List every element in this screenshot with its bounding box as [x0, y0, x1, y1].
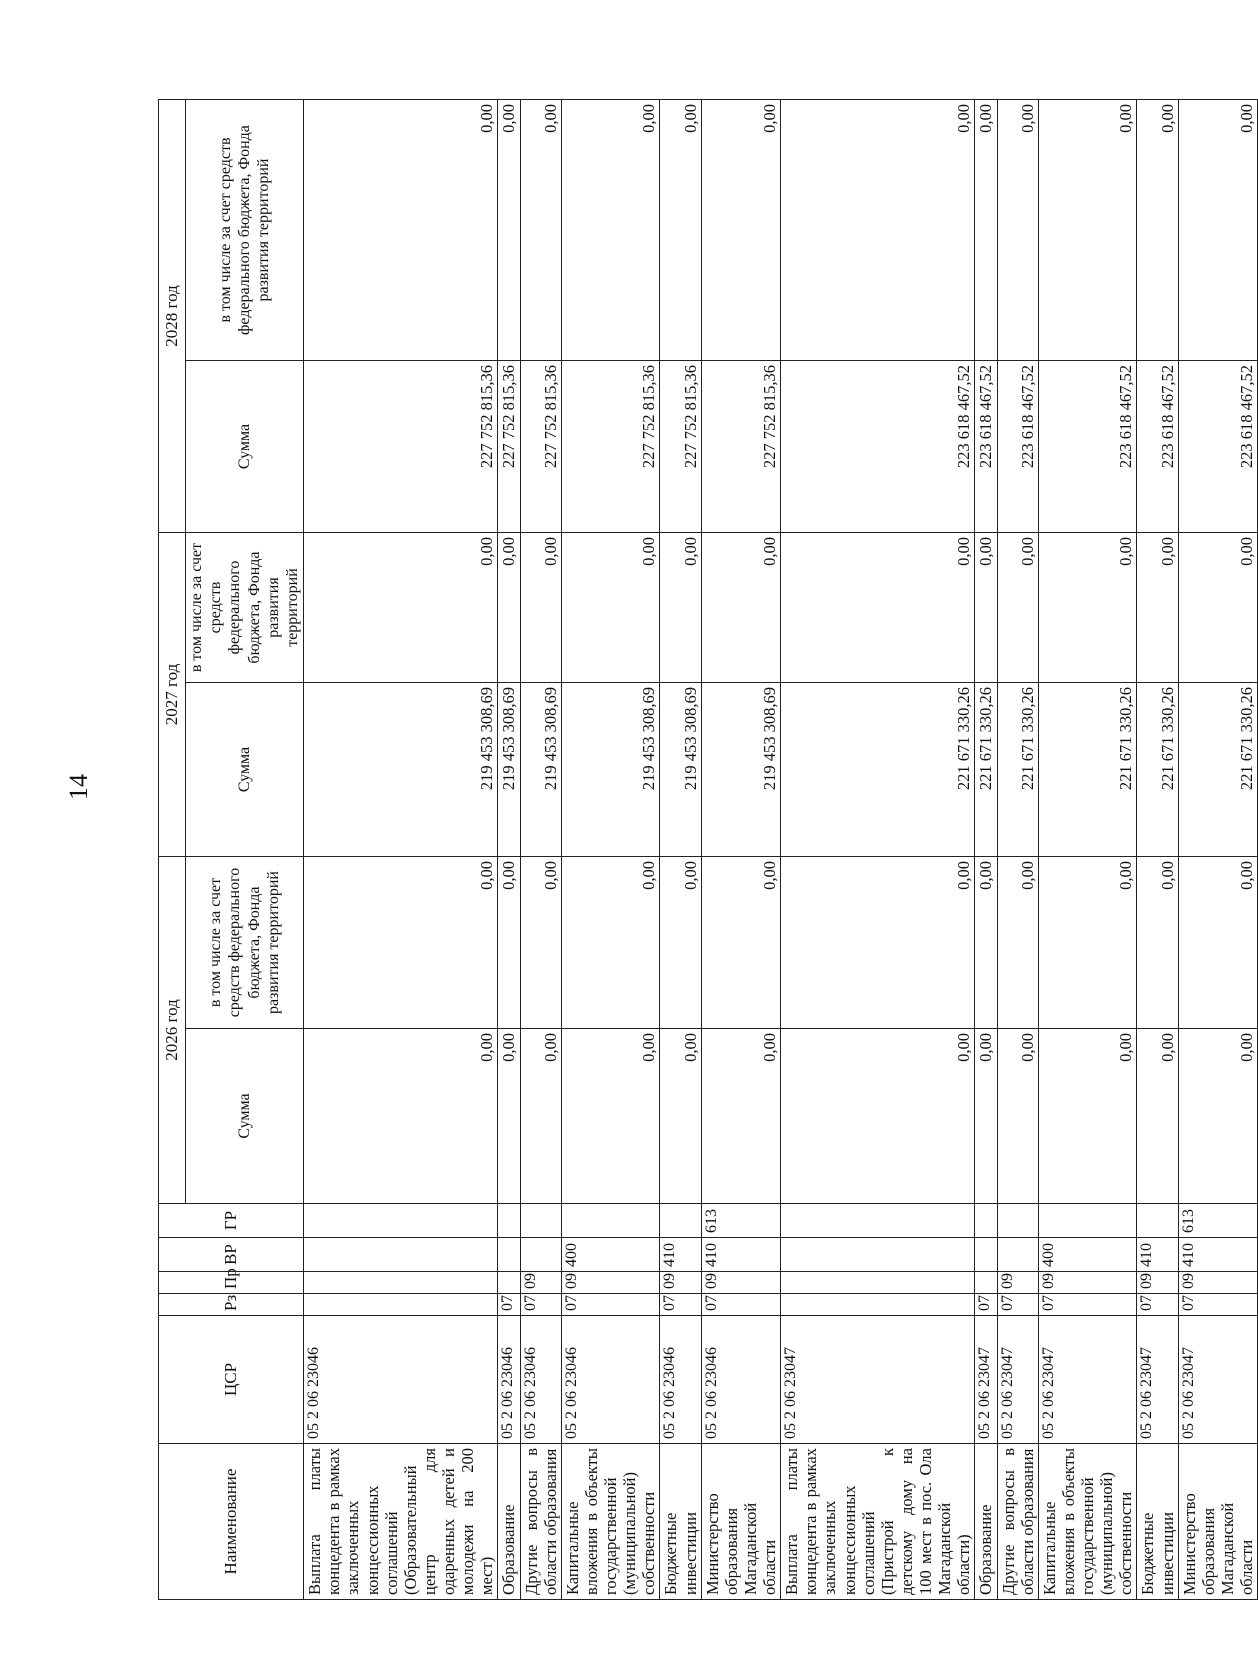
- cell-sum-2026: 0,00: [520, 1029, 561, 1204]
- cell-rz: 07: [701, 1294, 781, 1316]
- cell-federal-2028: 0,00: [498, 100, 520, 361]
- cell-sum-2028: 223 618 467,52: [997, 361, 1038, 533]
- cell-csr: 05 2 06 23046: [498, 1316, 520, 1444]
- cell-csr: 05 2 06 23046: [660, 1316, 701, 1444]
- cell-gr: 613: [701, 1204, 781, 1238]
- cell-sum-2027: 221 671 330,26: [997, 683, 1038, 857]
- cell-federal-2027: 0,00: [520, 533, 561, 683]
- table-row: [660, 100, 701, 1600]
- cell-pr: 09: [701, 1272, 781, 1294]
- cell-federal-2027: 0,00: [304, 533, 498, 683]
- cell-name: Другие вопросы в области образования: [520, 1444, 561, 1600]
- cell-federal-2027: 0,00: [1137, 533, 1178, 683]
- cell-name: Другие вопросы в области образования: [997, 1444, 1038, 1600]
- cell-federal-2027: 0,00: [997, 533, 1038, 683]
- header-name: Наименование: [159, 1444, 304, 1600]
- table-row: [781, 100, 975, 1600]
- cell-csr: 05 2 06 23046: [520, 1316, 561, 1444]
- cell-federal-2026: 0,00: [997, 857, 1038, 1029]
- cell-gr: [520, 1204, 561, 1238]
- table-row: [1038, 100, 1137, 1600]
- cell-sum-2027: 219 453 308,69: [561, 683, 660, 857]
- cell-rz: 07: [1178, 1294, 1258, 1316]
- header-sum-2026: Сумма: [186, 1029, 304, 1204]
- header-federal-2027: в том числе за счет средств федерального бюджета, Фонда развития территорий: [186, 533, 304, 683]
- cell-rz: 07: [498, 1294, 520, 1316]
- table-row: [1178, 100, 1258, 1600]
- cell-sum-2027: 221 671 330,26: [1038, 683, 1137, 857]
- cell-pr: 09: [1178, 1272, 1258, 1294]
- cell-rz: 07: [997, 1294, 1038, 1316]
- cell-name: Министерство образования Магаданской области: [1178, 1444, 1258, 1600]
- cell-sum-2027: 219 453 308,69: [701, 683, 781, 857]
- cell-federal-2028: 0,00: [660, 100, 701, 361]
- rotated-table-wrapper: [158, 100, 1256, 1600]
- cell-csr: 05 2 06 23047: [975, 1316, 997, 1444]
- cell-sum-2028: 227 752 815,36: [660, 361, 701, 533]
- cell-federal-2027: 0,00: [1178, 533, 1258, 683]
- table-row: [701, 100, 781, 1600]
- cell-csr: 05 2 06 23047: [997, 1316, 1038, 1444]
- cell-federal-2027: 0,00: [561, 533, 660, 683]
- cell-csr: 05 2 06 23046: [561, 1316, 660, 1444]
- cell-sum-2028: 223 618 467,52: [1137, 361, 1178, 533]
- cell-vr: 410: [1137, 1238, 1178, 1272]
- cell-pr: [304, 1272, 498, 1294]
- header-sum-2028: Сумма: [186, 361, 304, 533]
- cell-federal-2026: 0,00: [975, 857, 997, 1029]
- cell-federal-2027: 0,00: [781, 533, 975, 683]
- header-pr: Пр: [159, 1272, 304, 1294]
- cell-federal-2026: 0,00: [1038, 857, 1137, 1029]
- cell-vr: [520, 1238, 561, 1272]
- cell-federal-2026: 0,00: [304, 857, 498, 1029]
- table-row: [561, 100, 660, 1600]
- cell-vr: 410: [660, 1238, 701, 1272]
- cell-sum-2026: 0,00: [498, 1029, 520, 1204]
- cell-federal-2028: 0,00: [1178, 100, 1258, 361]
- header-csr: ЦСР: [159, 1316, 304, 1444]
- cell-vr: [781, 1238, 975, 1272]
- cell-federal-2028: 0,00: [701, 100, 781, 361]
- cell-pr: 09: [1038, 1272, 1137, 1294]
- cell-sum-2026: 0,00: [975, 1029, 997, 1204]
- table-body: [304, 100, 1258, 1600]
- cell-sum-2026: 0,00: [701, 1029, 781, 1204]
- cell-gr: [975, 1204, 997, 1238]
- cell-sum-2028: 223 618 467,52: [1178, 361, 1258, 533]
- cell-name: Капитальные вложения в объекты государственной (муниципальной) собственности: [1038, 1444, 1137, 1600]
- cell-federal-2028: 0,00: [520, 100, 561, 361]
- cell-name: Капитальные вложения в объекты государственной (муниципальной) собственности: [561, 1444, 660, 1600]
- cell-federal-2028: 0,00: [1137, 100, 1178, 361]
- header-federal-2026: в том числе за счет средств федерального бюджета, Фонда развития территорий: [186, 857, 304, 1029]
- cell-gr: [660, 1204, 701, 1238]
- cell-sum-2027: 221 671 330,26: [975, 683, 997, 857]
- cell-rz: 07: [561, 1294, 660, 1316]
- cell-pr: 09: [1137, 1272, 1178, 1294]
- cell-sum-2026: 0,00: [1038, 1029, 1137, 1204]
- cell-sum-2028: 223 618 467,52: [975, 361, 997, 533]
- header-vr: ВР: [159, 1238, 304, 1272]
- cell-sum-2028: 227 752 815,36: [701, 361, 781, 533]
- cell-vr: 410: [701, 1238, 781, 1272]
- cell-gr: [1137, 1204, 1178, 1238]
- cell-pr: 09: [997, 1272, 1038, 1294]
- header-year-2028: 2028 год: [159, 100, 186, 533]
- cell-sum-2028: 223 618 467,52: [781, 361, 975, 533]
- cell-federal-2026: 0,00: [1137, 857, 1178, 1029]
- cell-name: Образование: [498, 1444, 520, 1600]
- cell-name: Бюджетные инвестиции: [660, 1444, 701, 1600]
- cell-csr: 05 2 06 23046: [701, 1316, 781, 1444]
- cell-csr: 05 2 06 23047: [1038, 1316, 1137, 1444]
- cell-rz: 07: [660, 1294, 701, 1316]
- cell-name: Выплата платы концедента в рамках заключенных концессионных соглашений (Пристрой к детскому дому на 100 мест в пос. Ола Магаданской области): [781, 1444, 975, 1600]
- budget-table: [158, 99, 1258, 1600]
- cell-name: Выплата платы концедента в рамках заключенных концессионных соглашений (Образовательный центр для одаренных детей и молодежи на 200 мест): [304, 1444, 498, 1600]
- cell-federal-2028: 0,00: [1038, 100, 1137, 361]
- cell-gr: 613: [1178, 1204, 1258, 1238]
- cell-federal-2026: 0,00: [660, 857, 701, 1029]
- cell-vr: 400: [1038, 1238, 1137, 1272]
- cell-federal-2026: 0,00: [561, 857, 660, 1029]
- table-row: [1137, 100, 1178, 1600]
- cell-rz: 07: [975, 1294, 997, 1316]
- cell-sum-2027: 221 671 330,26: [781, 683, 975, 857]
- cell-vr: 410: [1178, 1238, 1258, 1272]
- cell-sum-2027: 219 453 308,69: [304, 683, 498, 857]
- cell-federal-2028: 0,00: [781, 100, 975, 361]
- cell-sum-2028: 227 752 815,36: [520, 361, 561, 533]
- cell-federal-2027: 0,00: [1038, 533, 1137, 683]
- cell-gr: [498, 1204, 520, 1238]
- cell-federal-2026: 0,00: [520, 857, 561, 1029]
- cell-pr: 09: [561, 1272, 660, 1294]
- cell-rz: [781, 1294, 975, 1316]
- cell-federal-2028: 0,00: [304, 100, 498, 361]
- cell-sum-2028: 223 618 467,52: [1038, 361, 1137, 533]
- cell-rz: 07: [1137, 1294, 1178, 1316]
- header-federal-2028: в том числе за счет средств федерального бюджета, Фонда развития территорий: [186, 100, 304, 361]
- cell-csr: 05 2 06 23047: [781, 1316, 975, 1444]
- cell-sum-2026: 0,00: [304, 1029, 498, 1204]
- cell-federal-2026: 0,00: [1178, 857, 1258, 1029]
- table-row: [520, 100, 561, 1600]
- cell-pr: 09: [660, 1272, 701, 1294]
- header-sum-2027: Сумма: [186, 683, 304, 857]
- cell-sum-2026: 0,00: [997, 1029, 1038, 1204]
- cell-csr: 05 2 06 23046: [304, 1316, 498, 1444]
- header-gr: ГР: [159, 1204, 304, 1238]
- cell-rz: [304, 1294, 498, 1316]
- cell-gr: [304, 1204, 498, 1238]
- cell-sum-2028: 227 752 815,36: [304, 361, 498, 533]
- cell-federal-2026: 0,00: [701, 857, 781, 1029]
- cell-name: Бюджетные инвестиции: [1137, 1444, 1178, 1600]
- cell-federal-2027: 0,00: [975, 533, 997, 683]
- cell-vr: 400: [561, 1238, 660, 1272]
- cell-name: Образование: [975, 1444, 997, 1600]
- header-row-years: [159, 100, 186, 1600]
- cell-sum-2028: 227 752 815,36: [498, 361, 520, 533]
- cell-vr: [304, 1238, 498, 1272]
- cell-vr: [997, 1238, 1038, 1272]
- table-row: [304, 100, 498, 1600]
- cell-federal-2026: 0,00: [498, 857, 520, 1029]
- header-year-2027: 2027 год: [159, 533, 186, 857]
- cell-csr: 05 2 06 23047: [1137, 1316, 1178, 1444]
- cell-rz: 07: [1038, 1294, 1137, 1316]
- cell-pr: [781, 1272, 975, 1294]
- table-row: [975, 100, 997, 1600]
- cell-pr: [498, 1272, 520, 1294]
- cell-federal-2026: 0,00: [781, 857, 975, 1029]
- cell-federal-2028: 0,00: [975, 100, 997, 361]
- cell-csr: 05 2 06 23047: [1178, 1316, 1258, 1444]
- table-row: [997, 100, 1038, 1600]
- header-year-2026: 2026 год: [159, 857, 186, 1204]
- cell-rz: 07: [520, 1294, 561, 1316]
- header-rz: Рз: [159, 1294, 304, 1316]
- cell-sum-2027: 221 671 330,26: [1137, 683, 1178, 857]
- cell-vr: [498, 1238, 520, 1272]
- cell-federal-2028: 0,00: [997, 100, 1038, 361]
- cell-sum-2026: 0,00: [1178, 1029, 1258, 1204]
- cell-name: Министерство образования Магаданской области: [701, 1444, 781, 1600]
- cell-federal-2028: 0,00: [561, 100, 660, 361]
- cell-vr: [975, 1238, 997, 1272]
- cell-sum-2027: 219 453 308,69: [520, 683, 561, 857]
- cell-sum-2027: 219 453 308,69: [498, 683, 520, 857]
- cell-sum-2026: 0,00: [561, 1029, 660, 1204]
- page-number: 14: [64, 774, 93, 800]
- cell-gr: [1038, 1204, 1137, 1238]
- cell-sum-2027: 221 671 330,26: [1178, 683, 1258, 857]
- cell-sum-2027: 219 453 308,69: [660, 683, 701, 857]
- cell-federal-2027: 0,00: [701, 533, 781, 683]
- cell-pr: [975, 1272, 997, 1294]
- cell-pr: 09: [520, 1272, 561, 1294]
- cell-federal-2027: 0,00: [660, 533, 701, 683]
- cell-sum-2026: 0,00: [660, 1029, 701, 1204]
- cell-sum-2026: 0,00: [1137, 1029, 1178, 1204]
- cell-federal-2027: 0,00: [498, 533, 520, 683]
- cell-gr: [781, 1204, 975, 1238]
- cell-sum-2028: 227 752 815,36: [561, 361, 660, 533]
- cell-gr: [561, 1204, 660, 1238]
- cell-sum-2026: 0,00: [781, 1029, 975, 1204]
- cell-gr: [997, 1204, 1038, 1238]
- table-row: [498, 100, 520, 1600]
